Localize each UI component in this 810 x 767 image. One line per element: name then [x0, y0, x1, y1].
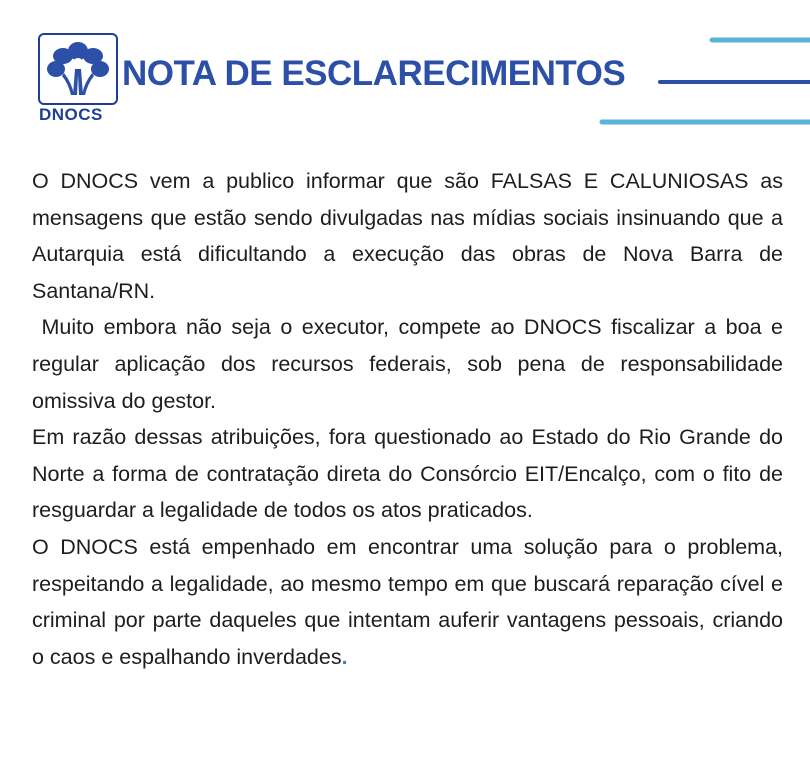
logo-text: DNOCS [39, 105, 103, 124]
flower-emblem-icon [44, 39, 112, 99]
final-period: . [341, 644, 348, 669]
decorative-lines [590, 30, 810, 130]
paragraph-4 [32, 529, 783, 675]
paragraph-3: Em razão dessas atribuições, fora questionado ao Estado do Rio Grande do Norte a forma de contratação direta do Consórcio EIT/Encalço, com o fito de resguardar a legalidade de todos os atos praticados. [32, 425, 783, 523]
paragraph-4-text: O DNOCS está empenhado em encontrar uma solução para o problema, respeitando a legalidade, ao mesmo tempo em que buscará reparação cível e criminal por parte daqueles que intentam auferir vantagens pessoais, criando o caos e espalhando inverdades [32, 534, 783, 669]
notice-body [32, 163, 789, 675]
paragraph-1: O DNOCS vem a publico informar que são FALSAS E CALUNIOSAS as mensagens que estão sendo divulgadas nas mídias sociais insinuando que a Autarquia está dificultando a execução das obras de Nova Barra de Santana/RN. [32, 169, 783, 303]
page-title: NOTA DE ESCLARECIMENTOS [122, 54, 626, 93]
dnocs-logo [38, 33, 118, 125]
paragraph-2: Muito embora não seja o executor, compete ao DNOCS fiscalizar a boa e regular aplicação dos recursos federais, sob pena de responsabilidade omissiva do gestor. [32, 315, 789, 413]
logo-frame [38, 33, 118, 105]
